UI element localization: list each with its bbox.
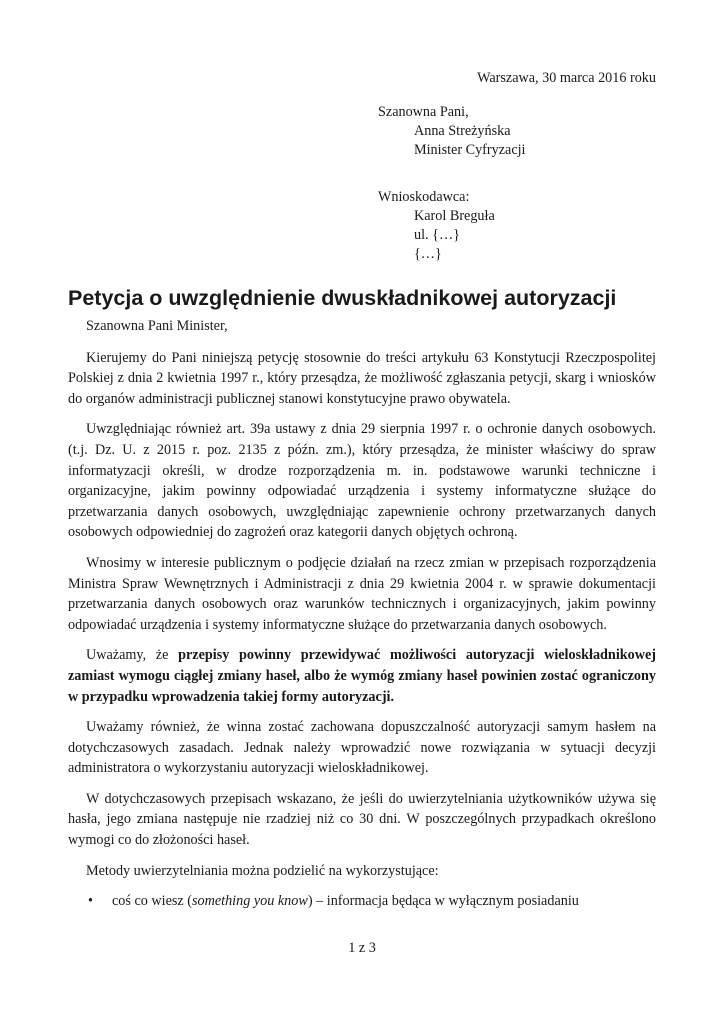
paragraph-2: Uwzględniając również art. 39a ustawy z dnia 29 sierpnia 1997 r. o ochronie danych osobowych. (t.j. Dz. U. z 2015 r. poz. 2135 z późn. zm.), który przesądza, że minister właściwy do spraw informatyzacji określi, w drodze rozporządzenia m. in. podstawowe warunki techniczne i organizacyjne, jakim powinny odpowiadać urządzenia i systemy informatyczne służące do przetwarzania danych osobowych, uwzględniając zapewnienie ochrony przetwarzanych danych osobowych odpowiedniej do zagrożeń oraz kategorii danych objętych ochroną. <box>68 421 656 541</box>
applicant-street: ul. {…} <box>414 227 460 243</box>
applicant-block <box>378 188 495 264</box>
page-number: 1 z 3 <box>348 940 376 956</box>
bullet-tail: ) – informacja będąca w wyłącznym posiadaniu <box>307 893 579 910</box>
addressee-salutation: Szanowna Pani, <box>378 104 469 120</box>
auth-methods-list <box>68 891 656 912</box>
paragraph-5: Uważamy również, że winna zostać zachowana dopuszczalność autoryzacji samym hasłem na dotychczasowych zasadach. Jednak należy wprowadzić nowe rozwiązania w sytuacji decyzji administratora o wykorzystaniu autoryzacji wieloskładnikowej. <box>68 719 656 777</box>
applicant-city: {…} <box>414 246 442 262</box>
letter-body <box>68 316 656 912</box>
paragraph-4 <box>68 645 656 707</box>
paragraph-4-lead: Uważamy, że <box>86 647 179 664</box>
letter-date: Warszawa, 30 marca 2016 roku <box>477 70 656 86</box>
list-item <box>68 891 656 912</box>
bullet-italic: something you know <box>191 893 308 910</box>
applicant-label: Wnioskodawca: <box>378 189 470 205</box>
paragraph-6: W dotychczasowych przepisach wskazano, że jeśli do uwierzytelniania użytkowników używa się hasła, jego zmiana następuje nie rzadziej niż co 30 dni. W poszczególnych przypadkach określono wymogi co do złożoności haseł. <box>68 790 656 849</box>
addressee-block <box>378 103 526 160</box>
document-title: Petycja o uwzględnienie dwuskładnikowej autoryzacji <box>68 286 617 310</box>
addressee-name: Anna Streżyńska <box>414 123 511 139</box>
paragraph-1: Kierujemy do Pani niniejszą petycję stosownie do treści artykułu 63 Konstytucji Rzeczpospolitej Polskiej z dnia 2 kwietnia 1997 r., który przesądza, że możliwość zgłaszania petycji, skarg i wniosków do organów administracji publicznej stanowi konstytucyjne prawo obywatela. <box>68 349 656 407</box>
paragraph-4-bold: przepisy powinny przewidywać możliwości autoryzacji wieloskładnikowej zamiast wymogu ciągłej zmiany haseł, albo że wymóg zmiany haseł powinien zostać ograniczony w przypadku wprowadzenia takiej formy autoryzacji. <box>68 647 657 705</box>
applicant-name: Karol Breguła <box>414 208 495 224</box>
letter-salutation: Szanowna Pani Minister, <box>86 318 228 334</box>
bullet-marker: • <box>88 893 93 910</box>
addressee-position: Minister Cyfryzacji <box>414 142 526 158</box>
paragraph-3: Wnosimy w interesie publicznym o podjęcie działań na rzecz zmian w przepisach rozporządzenia Ministra Spraw Wewnętrznych i Administracji z dnia 29 kwietnia 2004 r. w sprawie dokumentacji przetwarzania danych osobowych oraz warunków technicznych i organizacyjnych, jakim powinny odpowiadać urządzenia i systemy informatyczne służące do przetwarzania danych osobowych. <box>68 554 656 633</box>
bullet-lead: coś co wiesz ( <box>112 893 192 910</box>
paragraph-7: Metody uwierzytelniania można podzielić na wykorzystujące: <box>86 862 439 879</box>
